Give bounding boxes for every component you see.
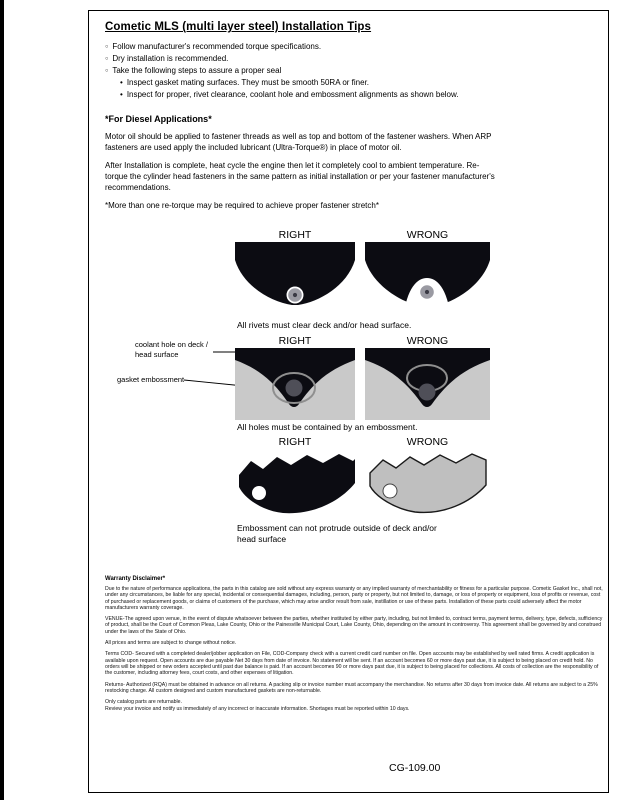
diesel-paragraph-2: After Installation is complete, heat cycle the engine then let it completely cool to ambient temperature. Re-torque the cylinder head fasteners in the same pattern as initial installation or per your fastener manufacturer's recommendations.	[105, 161, 495, 192]
warranty-paragraph: Due to the nature of performance applications, the parts in this catalog are sold without any express warranty or any implied warranty of merchantability or fitness for a particular purpose. Cometic Gasket Inc., shall not, under any circumstances, be liable for any special, incidental or consequential damages, including, person, party or property, but not limited to, damage, or loss of property or equipment, loss of profits or revenue, cost of purchased or replacement goods, or claims of customers of the purchase, which may arise and/or result from sale, instillation or use of these parts. Installation of these parts could adversely affect the motor manufacturers warranty coverage.	[105, 586, 603, 611]
page-title: Cometic MLS (multi layer steel) Installation Tips	[105, 21, 372, 33]
row3-right-label: RIGHT	[278, 436, 312, 448]
diesel-applications-heading: *For Diesel Applications*	[105, 114, 212, 124]
row3-wrong-label: WRONG	[406, 436, 449, 448]
warranty-paragraph: Terms COD- Secured with a completed dealer/jobber application on File, COD-Company check with a current credit card number on file. Open accounts may be established by well rated firms. A credit application is available upon request. Open accounts are due payable Net 30 days from date of invoice. No statement will be sent. If an account becomes 60 or more days past due, it is subject to being placed on credit hold. No orders will be shipped or new orders accepted until past due balance is paid. If an account becomes 90 or more days past due, it is subject to being placed for collections. All costs of collection are the responsibility of the customer, including attorney fees, court costs, and other expenses of litigation.	[105, 651, 599, 677]
warranty-paragraph: VENUE-The agreed upon venue, in the event of dispute whatsoever between the parties, whether instituted by either party, including, but not limited to, contract terms, payment terms, delivery, type, defects, sufficiency of product, shall be the Court of Common Pleas, Lake County, Ohio or the Painesville Municipal Court, Lake County, Ohio, depending on the amount in controversy. This agreement shall be governed by and construed under the laws of the State of Ohio.	[105, 616, 603, 635]
tip-sub-item	[105, 77, 600, 89]
warranty-paragraph: All prices and terms are subject to change without notice.	[105, 640, 237, 647]
tip-item	[105, 65, 600, 77]
embossment-right-diagram	[235, 348, 355, 420]
row1-right-label: RIGHT	[278, 229, 312, 241]
protrusion-wrong-drawing	[365, 449, 490, 521]
tip-text: ○ Dry installation is recommended.	[112, 54, 229, 63]
row2-caption: All holes must be contained by an embossment.	[237, 422, 418, 432]
tip-item	[105, 53, 600, 65]
protrusion-right-drawing	[235, 449, 355, 521]
embossment-wrong-diagram	[365, 348, 490, 420]
row1-wrong-label: WRONG	[406, 229, 449, 241]
page-content	[89, 11, 608, 792]
row1-caption: All rivets must clear deck and/or head surface.	[237, 320, 412, 330]
warranty-heading: Warranty Disclaimer*	[105, 576, 166, 582]
protrusion-right-diagram	[235, 449, 355, 521]
protrusion-wrong-diagram	[365, 449, 490, 521]
coolant-hole-label: coolant hole on deck / head surface	[135, 340, 208, 359]
diesel-paragraph-1: Motor oil should be applied to fastener threads as well as top and bottom of the fastener washers. When ARP fasteners are used apply the included lubricant (Ultra-Torque®) in place of motor oil.	[105, 132, 492, 152]
tip-text: • Inspect gasket mating surfaces. They must be smooth 50RA or finer.	[126, 78, 370, 87]
page-code: CG-109.00	[389, 762, 441, 774]
embossment-right-drawing	[235, 348, 355, 420]
warranty-paragraph: Review your invoice and notify us immediately of any incorrect or inaccurate information. Shortages must be reported within 10 days.	[105, 706, 410, 713]
embossment-wrong-drawing	[365, 348, 490, 420]
page-frame	[88, 10, 609, 793]
page-edge-bar	[0, 0, 4, 800]
gasket-embossment-label: gasket embossment	[117, 375, 185, 384]
tip-text: • Inspect for proper, rivet clearance, coolant hole and embossment alignments as shown below.	[126, 90, 459, 99]
row2-right-label: RIGHT	[278, 335, 312, 347]
row3-caption: Embossment can not protrude outside of deck and/or head surface	[237, 523, 437, 544]
row2-wrong-label: WRONG	[406, 335, 449, 347]
tip-text: ○ Follow manufacturer's recommended torque specifications.	[112, 42, 322, 51]
warranty-paragraph: Returns- Authorized (RQA) must be obtained in advance on all returns. A packing slip or invoice number must accompany the merchandise. No returns after 30 days from invoice date. All returns are subject to a 25% restocking charge. All custom designed and custom manufactured gaskets are non-returnable.	[105, 681, 598, 694]
diesel-paragraph-3: *More than one re-torque may be required to achieve proper fastener stretch*	[105, 201, 379, 210]
warranty-paragraph: Only catalog parts are returnable.	[105, 699, 182, 706]
tip-item	[105, 41, 600, 53]
tip-text: ○ Take the following steps to assure a proper seal	[112, 66, 282, 75]
tips-list	[105, 41, 600, 101]
warranty-section	[105, 576, 603, 718]
diagram-section	[89, 229, 610, 559]
tip-sub-item	[105, 89, 600, 101]
